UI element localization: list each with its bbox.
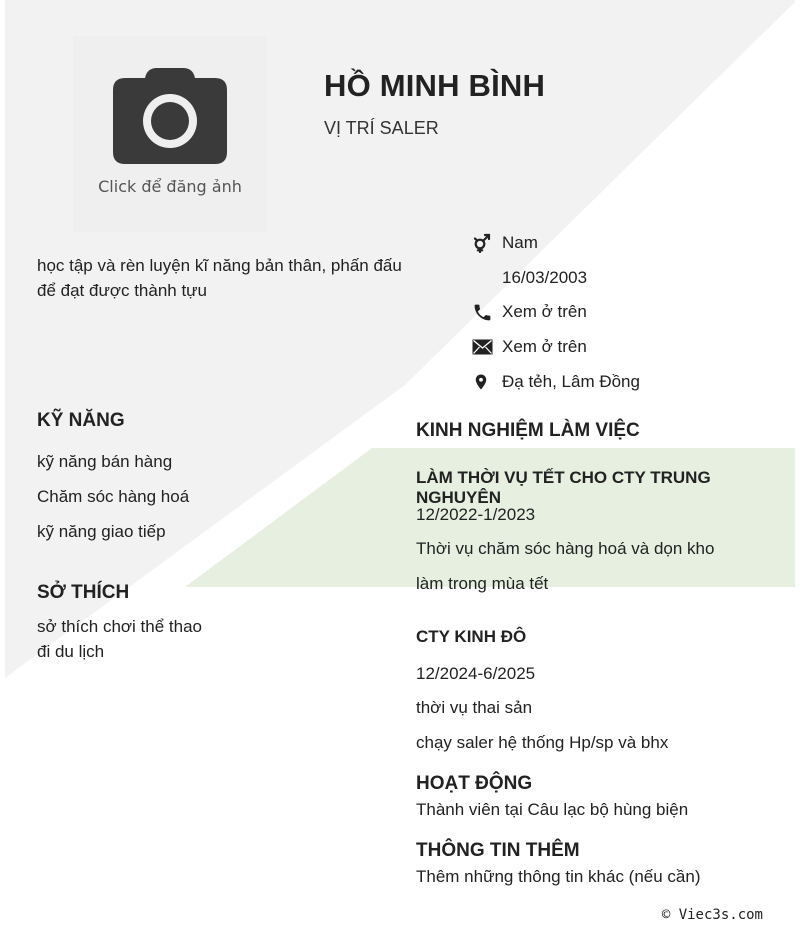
job-company: LÀM THỜI VỤ TẾT CHO CTY TRUNG NGHUYÊN bbox=[416, 468, 711, 507]
career-objective: học tập và rèn luyện kĩ năng bản thân, phấn đấu để đạt được thành tựu bbox=[37, 256, 402, 300]
gender-row bbox=[472, 231, 538, 255]
address-value: Đạ tẻh, Lâm Đồng bbox=[502, 372, 640, 391]
location-pin-icon bbox=[472, 370, 502, 394]
birthday-value: 16/03/2003 bbox=[502, 268, 588, 287]
job-description-line: chạy saler hệ thống Hp/sp và bhx bbox=[416, 733, 669, 752]
hobbies-title: SỞ THÍCH bbox=[37, 582, 130, 603]
job-period: 12/2024-6/2025 bbox=[416, 664, 536, 683]
job-description-line: thời vụ thai sản bbox=[416, 698, 533, 717]
birthday-row bbox=[472, 266, 587, 290]
photo-upload[interactable] bbox=[73, 36, 267, 232]
job-description-line: Thời vụ chăm sóc hàng hoá và dọn kho bbox=[416, 539, 715, 558]
extra-info-text: Thêm những thông tin khác (nếu cần) bbox=[416, 867, 701, 886]
job-description-line: làm trong mùa tết bbox=[416, 574, 549, 593]
hobby-item: sở thích chơi thể thao bbox=[37, 617, 202, 636]
phone-row bbox=[472, 300, 587, 324]
extra-info-title: THÔNG TIN THÊM bbox=[416, 840, 580, 861]
activities-title: HOẠT ĐỘNG bbox=[416, 773, 533, 794]
skill-item: kỹ năng giao tiếp bbox=[37, 522, 166, 541]
candidate-name: HỒ MINH BÌNH bbox=[324, 68, 546, 103]
gender-value: Nam bbox=[502, 233, 538, 252]
job-company: CTY KINH ĐÔ bbox=[416, 627, 527, 646]
camera-icon bbox=[111, 64, 229, 173]
photo-caption: Click để đăng ảnh bbox=[98, 177, 242, 196]
job-position: VỊ TRÍ SALER bbox=[324, 118, 439, 138]
footer-credit: © Viec3s.com bbox=[661, 907, 763, 923]
email-row bbox=[472, 335, 587, 359]
skill-item: Chăm sóc hàng hoá bbox=[37, 487, 190, 506]
phone-value: Xem ở trên bbox=[502, 302, 587, 321]
activities-text: Thành viên tại Câu lạc bộ hùng biện bbox=[416, 800, 689, 819]
mail-icon bbox=[472, 335, 502, 359]
job-period: 12/2022-1/2023 bbox=[416, 505, 536, 524]
experience-title: KINH NGHIỆM LÀM VIỆC bbox=[416, 420, 640, 441]
gender-icon bbox=[472, 231, 502, 255]
skills-title: KỸ NĂNG bbox=[37, 410, 125, 431]
hobby-item: đi du lịch bbox=[37, 642, 105, 661]
address-row bbox=[472, 370, 640, 394]
phone-icon bbox=[472, 300, 502, 324]
email-value: Xem ở trên bbox=[502, 337, 587, 356]
skill-item: kỹ năng bán hàng bbox=[37, 452, 173, 471]
